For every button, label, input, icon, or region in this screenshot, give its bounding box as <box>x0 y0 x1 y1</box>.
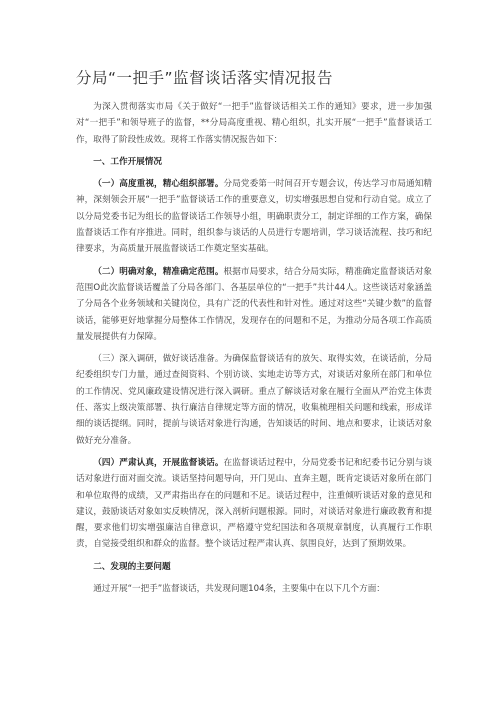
section1-item-4 <box>76 455 432 553</box>
item-4-text: 在监督谈话过程中，分局党委书记和纪委书记分别与谈话对象进行面对面交流。谈话坚持问题导向，开门见山、直奔主题，既肯定谈话对象所在部门和单位取得的成绩，又严肃指出存在的问题和不足。谈话过程中，注重倾听谈话对象的意见和建议，鼓励谈话对象如实反映情况，深入剖析问题根源。同时，对谈话对象进行廉政教育和提醒，要求他们切实增强廉洁自律意识，严格遵守党纪国法和各项规章制度，认真履行工作职责，自觉接受组织和群众的监督。整个谈话过程严肃认真、氛围良好，达到了预期效果。 <box>76 457 432 550</box>
item-3-text: 为确保监督谈话有的放矢、取得实效，在谈话前，分局纪委组织专门力量，通过查阅资料、个别访谈、实地走访等方式，对谈话对象所在部门和单位的工作情况、党风廉政建设情况进行深入调研。重点了解谈话对象在履行全面从严治党主体责任、落实上级决策部署、执行廉洁自律规定等方面的情况，收集梳理相关问题和线索，形成详细的谈话提纲。同时，提前与谈话对象进行沟通，告知谈话的时间、地点和要求，让谈话对象做好充分准备。 <box>76 354 432 446</box>
section-heading-2: 二、发现的主要问题 <box>93 561 171 572</box>
section1-item-1 <box>76 176 432 257</box>
item-2-lead: （二）明确对象，精准确定范围。 <box>93 266 224 277</box>
item-3-lead: （三）深入调研，做好谈话准备。 <box>93 354 224 365</box>
item-1-lead: （一）高度重视，精心组织部署。 <box>93 179 224 190</box>
section-heading-1: 一、工作开展情况 <box>93 156 162 167</box>
intro-paragraph: 为深入贯彻落实市局《关于做好“一把手”监督谈话相关工作的通知》要求，进一步加强对“一把手”和领导班子的监督，**分局高度重视、精心组织，扎实开展“一把手”监督谈话工作，取得了阶段性成效。现将工作落实情况报告如下： <box>76 102 432 145</box>
section1-item-2 <box>76 264 432 345</box>
item-2-text: 根据市局要求，结合分局实际，精准确定监督谈话对象范围O此次监督谈话覆盖了分局各部门、各基层单位的“一把手”共计44人。这些谈话对象涵盖了分局各个业务领域和关键岗位，具有广泛的代表性和针对性。通过对这些“关键少数”的监督谈话，能够更好地掌握分局整体工作情况，发现存在的问题和不足，为推动分局各项工作高质量发展提供有力保障。 <box>76 266 432 342</box>
document-title: 分局“一把手”监督谈话落实情况报告 <box>76 69 334 87</box>
document-body <box>76 99 432 603</box>
section2-paragraph: 通过开展“一把手”监督谈话，共发现问题104条，主要集中在以下几个方面： <box>93 584 385 595</box>
item-4-lead: （四）严肃认真，开展监督谈话。 <box>93 457 224 468</box>
item-1-text: 分局党委第一时间召开专题会议，传达学习市局通知精神，深刻领会开展“一把手”监督谈话工作的重要意义，切实增强思想自觉和行动自觉。成立了以分局党委书记为组长的监督谈话工作领导小组，明确职责分工，制定详细的工作方案，确保监督谈话工作有序推进。同时，组织参与谈话的人员进行专题培训，学习谈话流程、技巧和纪律要求，为高质量开展监督谈话工作奠定坚实基础。 <box>76 179 432 255</box>
section1-item-3 <box>76 351 432 449</box>
